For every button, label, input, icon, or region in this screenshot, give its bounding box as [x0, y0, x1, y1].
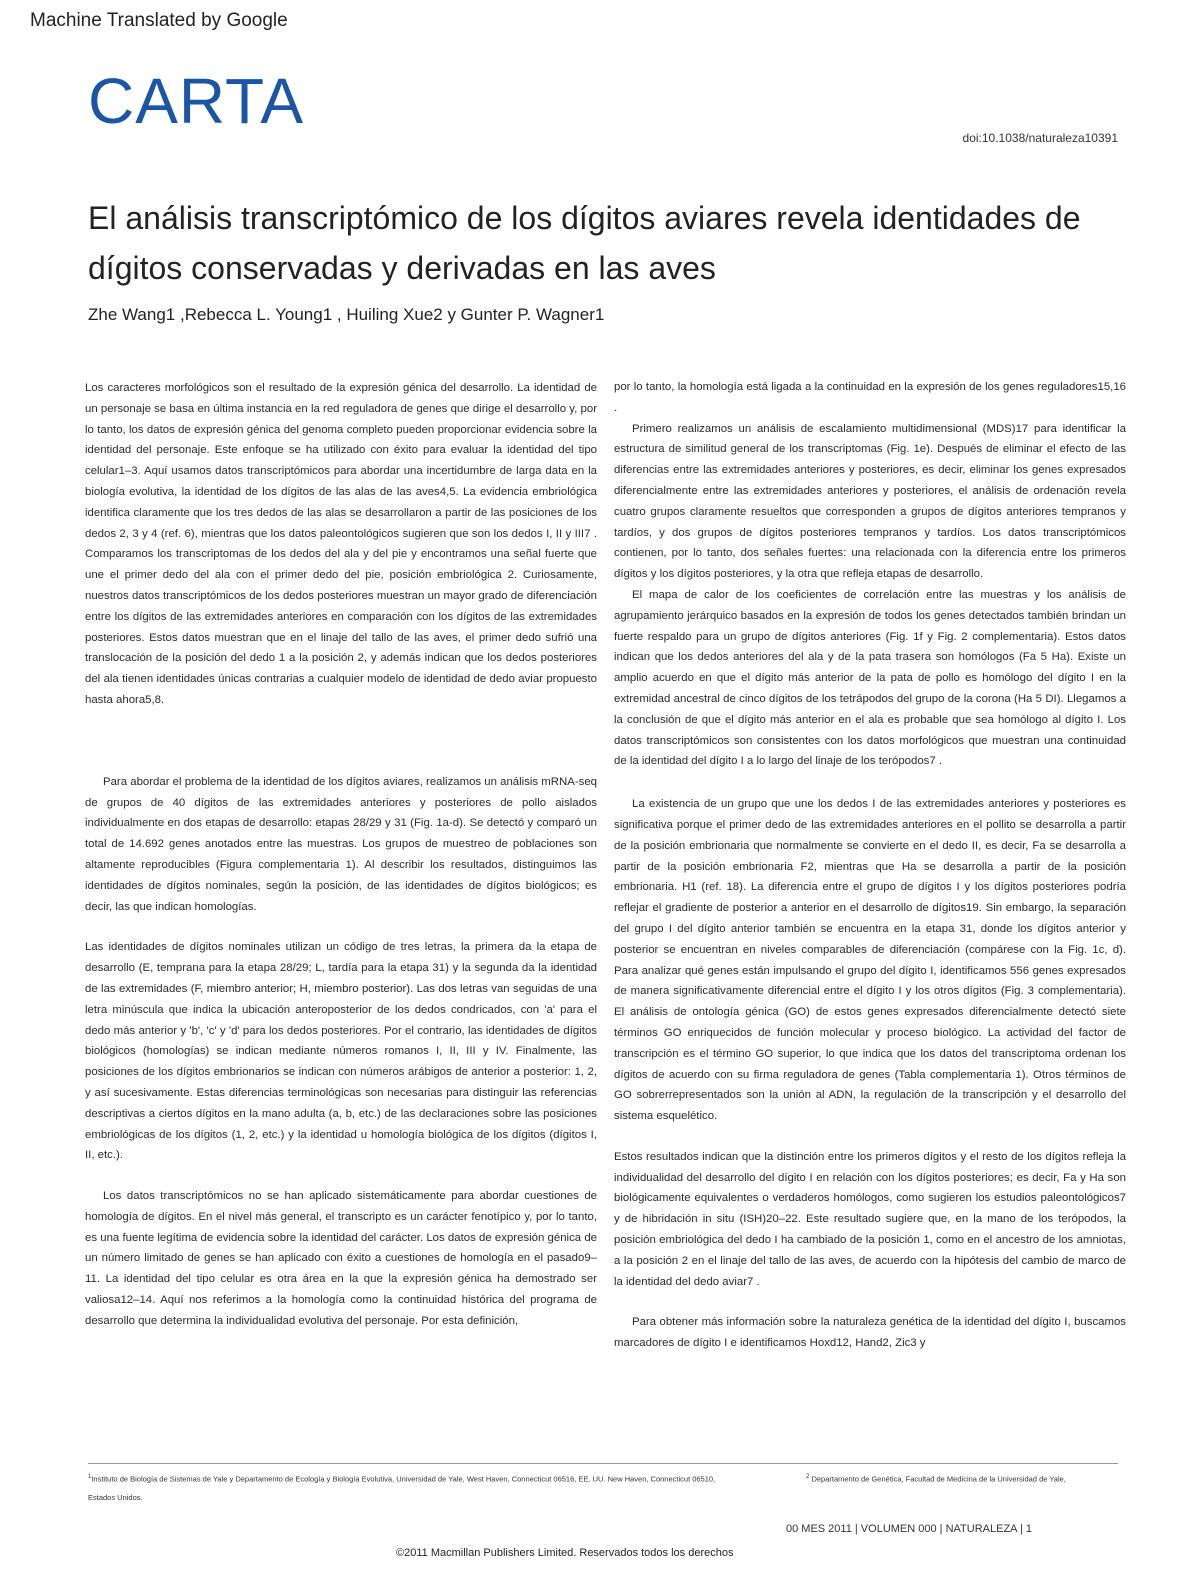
author-list: Zhe Wang1 ,Rebecca L. Young1 , Huiling Xue2 y Gunter P. Wagner1 [88, 305, 605, 324]
footnote-text: Instituto de Biología de Sistemas de Yale y Departamento de Ecología y Biología Evolutiva, Universidad de Yale, West Haven, Connecticut 06516, EE. UU. New Haven, Connecticut 06510, Estados Unidos. [88, 1474, 716, 1502]
body-paragraph: Los datos transcriptómicos no se han aplicado sistemáticamente para abordar cuestiones de homología de dígitos. En el nivel más general, el transcripto es un carácter fenotípico y, por lo tanto, es una fuente legítima de evidencia sobre la identidad del carácter. Los datos de expresión génica de un número limitado de genes se han aplicado con éxito a cuestiones de homología en el pasado9–11. La identidad del tipo celular es otra área en la que la expresión génica ha demostrado ser valiosa12–14. Aquí nos referimos a la homología como la continuidad histórica del programa de desarrollo que determina la individualidad evolutiva del personaje. Por esta definición, [85, 1190, 597, 1327]
body-paragraph: Para obtener más información sobre la naturaleza genética de la identidad del dígito I, buscamos marcadores de dígito I e identificamos Hoxd12, Hand2, Zic3 y [614, 1316, 1126, 1350]
article-title: El análisis transcriptómico de los dígitos aviares revela identidades de dígitos conservadas y derivadas en las aves [88, 200, 1081, 286]
footnote-divider [88, 1463, 1118, 1464]
body-paragraph: Estos resultados indican que la distinción entre los primeros dígitos y el resto de los dígitos refleja la individualidad del desarrollo del dígito I en relación con los dígitos posteriores; es decir, Fa y Ha son biológicamente equivalentes o verdaderos homólogos, como sugieren los estudios paleontológicos7 y de hibridación in situ (ISH)20–22. Este resultado sugiere que, en la mano de los terópodos, la posición embriológica del dedo I ha cambiado de la posición 1, como en el ancestro de los amniotas, a la posición 2 en el linaje del tallo de las aves, de acuerdo con la hipótesis del cambio de marco de la identidad del dedo aviar7 . [614, 1150, 1126, 1288]
text-column-left [85, 378, 597, 1332]
footnote-text: Departamento de Genética, Facultad de Medicina de la Universidad de Yale, [811, 1474, 1066, 1484]
body-paragraph: Para abordar el problema de la identidad de los dígitos aviares, realizamos un análisis mRNA-seq de grupos de 40 dígitos de las extremidades anteriores y posteriores de pollo aislados individualmente en dos etapas de desarrollo: etapas 28/29 y 31 (Fig. 1a-d). Se detectó y comparó un total de 14.692 genes anotados entre las muestras. Los grupos de muestreo de poblaciones son altamente reproducibles (Figura complementaria 1). Al describir los resultados, distinguimos las identidades de dígitos nominales, según la posición, de las identidades de dígitos biológicos; es decir, las que indican homologías. [85, 775, 597, 913]
copyright-line: ©2011 Macmillan Publishers Limited. Reservados todos los derechos [396, 1547, 734, 1559]
footnote-marker: 2 [806, 1474, 810, 1480]
body-paragraph: El mapa de calor de los coeficientes de correlación entre las muestras y los análisis de agrupamiento jerárquico basados en la expresión de todos los genes detectados también brindan un fuerte respaldo para un grupo de dígitos anteriores (Fig. 1f y Fig. 2 complementaria). Estos datos indican que los dedos anteriores del ala y de la pata trasera son homólogos (Fa 5 Ha). Existe un amplio acuerdo en que el dígito más anterior de la pata de pollo es homólogo del dígito I en la extremidad ancestral de cinco dígitos de los tetrápodos del grupo de la corona (Ha 5 DI). Llegamos a la conclusión de que el dígito más anterior en el ala es probable que sea homólogo al dígito I. Los datos transcriptómicos son consistentes con los datos morfológicos que muestran una continuidad de la identidad del dígito I a lo largo del linaje de los terópodos7 . [614, 588, 1126, 768]
doi-label: doi:10.1038/naturaleza10391 [962, 131, 1118, 145]
footnote-marker: 1 [88, 1474, 92, 1480]
body-paragraph: por lo tanto, la homología está ligada a la continuidad en la expresión de los genes reguladores15,16 . [614, 381, 1126, 414]
text-column-right [614, 377, 1126, 1354]
affiliation-footnote-1 [88, 1468, 728, 1507]
abstract-paragraph: Los caracteres morfológicos son el resultado de la expresión génica del desarrollo. La identidad de un personaje se basa en última instancia en la red reguladora de genes que dirige el desarrollo y, por lo tanto, los datos de expresión génica del genoma completo pueden proporcionar evidencia sobre la identidad del personaje. Este enfoque se ha utilizado con éxito para evaluar la identidad del tipo celular1–3. Aquí usamos datos transcriptómicos para abordar una incertidumbre de larga data en la biología evolutiva, la identidad de los dígitos de las alas de las aves4,5. La evidencia embriológica identifica claramente que los tres dedos de las alas se desarrollaron a partir de las posiciones de los dedos 2, 3 y 4 (ref. 6), mientras que los datos paleontológicos sugieren que son los dedos I, II y III7 . Comparamos los transcriptomas de los dedos del ala y del pie y encontramos una señal fuerte que une el primer dedo del ala con el primer dedo del pie, posición embriológica 2. Curiosamente, nuestros datos transcriptómicos de los dedos posteriores muestran un mayor grado de diferenciación entre los dígitos de las extremidades anteriores en comparación con los dígitos de las extremidades posteriores. Estos datos muestran que en el linaje del tallo de las aves, el primer dedo sufrió una translocación de la posición del dedo 1 a la posición 2, y además indican que los dedos posteriores del ala tienen identidades únicas contrarias a cualquier modelo de identidad de dedo aviar propuesto hasta ahora5,8. [85, 382, 597, 706]
page-folio: 00 MES 2011 | VOLUMEN 000 | NATURALEZA | 1 [786, 1523, 1032, 1535]
body-paragraph: Las identidades de dígitos nominales utilizan un código de tres letras, la primera da la etapa de desarrollo (E, temprana para la etapa 28/29; L, tardía para la etapa 31) y la segunda da la identidad de las extremidades (F, miembro anterior; H, miembro posterior). Las dos letras van seguidas de una letra minúscula que indica la ubicación anteroposterior de los dedos condricados, con 'a' para el dedo más anterior y 'b', 'c' y 'd' para los dedos posteriores. Por el contrario, las identidades de dígitos biológicos (homologías) se indican mediante números romanos I, II, III y IV. Finalmente, las posiciones de los dígitos embrionarios se indican con números arábigos de anterior a posterior: 1, 2, y así sucesivamente. Estas diferencias terminológicas son necesarias para distinguir las referencias descriptivas a ciertos dígitos en la mano adulta (a, b, etc.) de las declaraciones sobre las posiciones embriológicas de los dígitos (1, 2, etc.) y la identidad u homología biológica de los dígitos (dígitos I, II, etc.). [85, 941, 597, 1162]
affiliation-footnote-2 [806, 1468, 1126, 1489]
machine-translation-banner: Machine Translated by Google [30, 10, 288, 31]
section-heading: CARTA [88, 65, 304, 137]
body-paragraph: Primero realizamos un análisis de escalamiento multidimensional (MDS)17 para identificar la estructura de similitud general de los transcriptomas (Fig. 1e). Después de eliminar el efecto de las diferencias entre las extremidades anteriores y posteriores, es decir, eliminar los genes expresados diferencialmente entre las extremidades anteriores y posteriores, el análisis de ordenación revela cuatro grupos claramente resueltos que corresponden a grupos de dígitos anteriores tempranos y tardíos, y dos grupos de dígitos posteriores tempranos y tardíos. Los datos transcriptómicos contienen, por lo tanto, dos señales fuertes: una relacionada con la diferencia entre los primeros dígitos y los dígitos posteriores, y la otra que refleja etapas de desarrollo. [614, 422, 1126, 581]
body-paragraph: La existencia de un grupo que une los dedos I de las extremidades anteriores y posteriores es significativa porque el primer dedo de las extremidades anteriores en el pollito se desarrolla a partir de la posición embrionaria que normalmente se convierte en el dedo II, es decir, Fa se desarrolla a partir de la posición embrionaria F2, mientras que Ha se desarrolla a partir de la posición embrionaria. H1 (ref. 18). La diferencia entre el grupo de dígitos I y los dígitos posteriores podría reflejar el gradiente de posterior a anterior en el desarrollo de dígitos19. Sin embargo, la separación del grupo I del dígito anterior también se encuentra en la etapa 31, donde los dígitos anterior y posterior se encuentran en niveles comparables de diferenciación (compárese con la Fig. 1c, d). Para analizar qué genes están impulsando el grupo del dígito I, identificamos 556 genes expresados de manera significativamente diferencial entre el dígito I y los otros dígitos (Fig. 3 complementaria). El análisis de ontología génica (GO) de estos genes expresados diferencialmente detectó siete términos GO enriquecidos de función molecular y proceso biológico. La actividad del factor de transcripción es el término GO superior, lo que indica que los datos del transcriptoma ordenan los dígitos de acuerdo con su firma reguladora de genes (Tabla complementaria 1). Otros términos de GO sobrerrepresentados son la unión al ADN, la regulación de la transcripción y el desarrollo del sistema esquelético. [614, 798, 1126, 1123]
